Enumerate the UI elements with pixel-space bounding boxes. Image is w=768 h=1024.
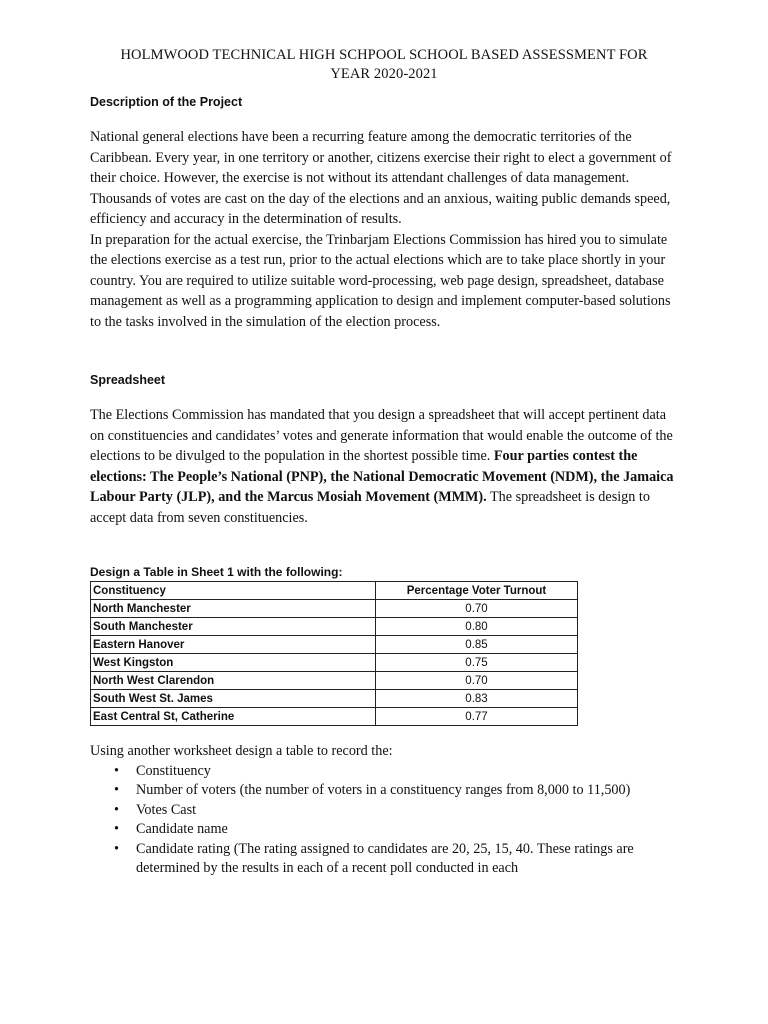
table-row: [91, 654, 578, 672]
list-item: [90, 840, 690, 879]
table-row: [91, 636, 578, 654]
turnout-table: [90, 581, 578, 726]
description-heading: Description of the Project: [90, 95, 243, 109]
turnout-cell: 0.70: [376, 672, 578, 690]
table-row: [91, 600, 578, 618]
spreadsheet-text-start: The Elections Commission has mandated that you design a spreadsheet that will accept pertinent data on constituencies and candidates’ votes and generate information that would enable the outcome of the elections to be divulged to the population in the shortest possible time.: [90, 407, 673, 464]
list-item-text: Candidate rating (The rating assigned to candidates are 20, 25, 15, 40. These ratings are determined by the results in each of a recent poll conducted in each: [136, 840, 634, 876]
title-line-2: YEAR 2020-2021: [330, 66, 438, 82]
worksheet-section: [90, 742, 690, 879]
constituency-cell: North West Clarendon: [91, 672, 376, 690]
constituency-cell: North Manchester: [91, 600, 376, 618]
constituency-cell: South Manchester: [91, 618, 376, 636]
spreadsheet-text-bold: Four parties contest the elections: The People’s National (PNP), the National Democratic Movement (NDM), the Jamaica Labour Party (JLP), and the Marcus Mosiah Movement (MMM).: [90, 448, 674, 505]
turnout-cell: 0.77: [376, 708, 578, 726]
list-item-text: Votes Cast: [136, 801, 197, 818]
bullet-icon: •: [114, 782, 119, 798]
bullet-icon: •: [114, 762, 119, 779]
list-item: [90, 801, 690, 821]
description-paragraph-2: In preparation for the actual exercise, the Trinbarjam Elections Commission has hired you to simulate the elections exercise as a test run, prior to the actual elections which are to take place shortly in your country. You are required to utilize suitable word-processing, web page design, spreadsheet, database management as well as a programming application to design and implement computer-based solutions to the tasks involved in the simulation of the election process.: [90, 231, 671, 330]
worksheet-intro: Using another worksheet design a table to record the:: [90, 743, 393, 759]
spreadsheet-text-end: The spreadsheet is design to accept data from seven constituencies.: [90, 489, 650, 526]
list-item-text: Constituency: [136, 762, 211, 779]
worksheet-list: [90, 762, 690, 879]
list-item: [90, 781, 690, 801]
list-item-text: Candidate name: [136, 821, 228, 837]
column-header-turnout: Percentage Voter Turnout: [376, 582, 578, 600]
description-paragraph-1: National general elections have been a recurring feature among the democratic territories of the Caribbean. Every year, in one territory or another, citizens exercise their right to elect a government of their choice. However, the exercise is not without its attendant challenges of data management. Thousands of votes are cast on the day of the elections and an anxious, waiting public demands speed, efficiency and accuracy in the determination of results.: [90, 129, 672, 227]
turnout-cell: 0.70: [376, 600, 578, 618]
list-item: [90, 820, 690, 840]
constituency-cell: South West St. James: [91, 690, 376, 708]
spreadsheet-paragraph: [90, 405, 680, 528]
document-title: [90, 46, 678, 84]
table-row: [91, 708, 578, 726]
turnout-cell: 0.80: [376, 618, 578, 636]
turnout-cell: 0.83: [376, 690, 578, 708]
table-header-row: [91, 582, 578, 600]
constituency-cell: East Central St, Catherine: [91, 708, 376, 726]
bullet-icon: •: [114, 840, 119, 857]
table-row: [91, 690, 578, 708]
column-header-constituency: Constituency: [91, 582, 376, 600]
bullet-icon: •: [114, 821, 119, 837]
table-row: [91, 672, 578, 690]
description-body: [90, 127, 680, 332]
list-item: [90, 762, 690, 782]
turnout-cell: 0.75: [376, 654, 578, 672]
constituency-cell: Eastern Hanover: [91, 636, 376, 654]
table-row: [91, 618, 578, 636]
turnout-cell: 0.85: [376, 636, 578, 654]
list-item-text: Number of voters (the number of voters in a constituency ranges from 8,000 to 11,500): [136, 782, 631, 798]
bullet-icon: •: [114, 801, 119, 818]
table-caption: Design a Table in Sheet 1 with the following:: [90, 565, 343, 579]
title-line-1: HOLMWOOD TECHNICAL HIGH SCHPOOL SCHOOL BASED ASSESSMENT FOR: [120, 47, 648, 63]
constituency-cell: West Kingston: [91, 654, 376, 672]
spreadsheet-heading: Spreadsheet: [90, 373, 166, 387]
